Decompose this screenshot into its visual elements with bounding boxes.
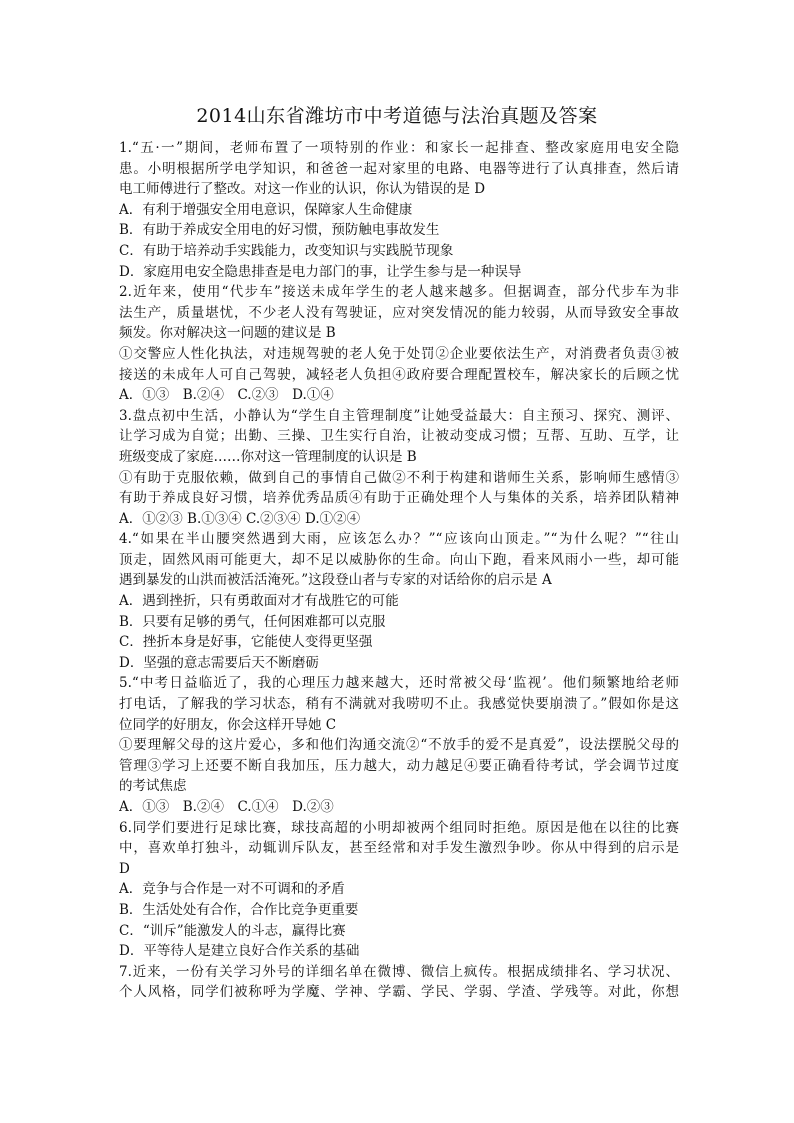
text-line: D．平等待人是建立良好合作关系的基础 (119, 943, 360, 960)
text-line: 中，喜欢单打独斗，动辄训斥队友，甚至经常和对手发生激烈争吵。你从中得到的启示是 (119, 840, 679, 857)
text-line: D．家庭用电安全隐患排查是电力部门的事，让学生参与是一种误导 (119, 263, 522, 280)
text-line: ①交警应人性化执法，对违规驾驶的老人免于处罚②企业要依法生产，对消费者负责③被 (119, 345, 679, 362)
text-line: 有助于养成良好习惯，培养优秀品质④有助于正确处理个人与集体的关系，培养团队精神 (119, 490, 679, 507)
text-line: A．①③ B.②④ C.②③ D.①④ (119, 387, 334, 404)
text-line: A．①③ B.②④ C.①④ D.②③ (119, 799, 334, 815)
text-line: 6.同学们要进行足球比赛，球技高超的小明却被两个组同时拒绝。原因是他在以往的比赛 (119, 819, 679, 836)
text-line: 个人风格，同学们被称呼为学魔、学神、学霸、学民、学弱、学渣、学残等。对此，你想 (119, 984, 679, 1001)
text-line: 3.盘点初中生活，小静认为“学生自主管理制度”让她受益最大：自主预习、探究、测评、 (119, 407, 679, 424)
text-line: A．竞争与合作是一对不可调和的矛盾 (119, 881, 345, 898)
text-line: 2.近年来，使用“代步车”接送未成年学生的老人越来越多。但据调查，部分代步车为非 (119, 284, 679, 301)
text-line: A．有利于增强安全用电意识，保障家人生命健康 (119, 201, 413, 218)
text-line: 7.近来，一份有关学习外号的详细名单在微博、微信上疯传。根据成绩排名、学习状况、 (119, 963, 679, 980)
text-line: D (119, 860, 130, 877)
text-line: C．有助于培养动手实践能力，改变知识与实践脱节现象 (119, 242, 454, 259)
text-line: 法生产，质量堪忧，不少老人没有驾驶证，应对突发情况的能力较弱，从而导致安全事故 (119, 304, 679, 321)
text-line: 位同学的好朋友，你会这样开导她 C (119, 716, 337, 733)
text-line: 5.“中考日益临近了，我的心理压力越来越大，还时常被父母‘监视’。他们频繁地给老师 (119, 675, 679, 692)
document-title: 2014山东省潍坊市中考道德与法治真题及答案 (196, 105, 598, 127)
text-line: 接送的未成年人可自己驾驶，减轻老人负担④政府要合理配置校车，解决家长的后顾之忧 (119, 366, 679, 383)
text-line: 打电话，了解我的学习状态，稍有不满就对我唠叨不止。我感觉快要崩溃了。”假如你是这 (119, 696, 679, 713)
text-line: 班级变成了家庭……你对这一管理制度的认识是 B (119, 448, 417, 465)
text-line: 顶走，固然风雨可能更大，却不足以威胁你的生命。向山下跑，看来风雨小一些，却可能 (119, 551, 679, 568)
document-body (119, 138, 679, 1003)
text-line: 遇到暴发的山洪而被活活淹死。”这段登山者与专家的对话给你的启示是 A (119, 572, 552, 589)
text-line: D．坚强的意志需要后天不断磨砺 (119, 654, 319, 671)
text-line: 患。小明根据所学电学知识，和爸爸一起对家里的电路、电器等进行了认真排查，然后请 (119, 160, 679, 177)
text-line: 让学习成为自觉；出勤、三操、卫生实行自治，让被动变成习惯；互帮、互助、互学，让 (119, 428, 679, 445)
text-line: 的考试焦虑 (119, 778, 187, 795)
text-line: C．“训斥”能激发人的斗志，赢得比赛 (119, 922, 346, 939)
text-line: B．生活处处有合作，合作比竞争更重要 (119, 901, 359, 918)
text-line: 1.“五·一”期间，老师布置了一项特别的作业：和家长一起排查、整改家庭用电安全隐 (119, 140, 679, 156)
text-line: ①有助于克服依赖，做到自己的事情自己做②不利于构建和谐师生关系，影响师生感情③ (119, 469, 679, 486)
text-line: 频发。你对解决这一问题的建议是 B (119, 325, 336, 342)
text-line: B．只要有足够的勇气，任何困难都可以克服 (119, 613, 386, 630)
text-line: C．挫折本身是好事，它能使人变得更坚强 (119, 634, 373, 651)
text-line: B．有助于养成安全用电的好习惯，预防触电事故发生 (119, 222, 440, 239)
text-line: A．①②③ B.①③④ C.②③④ D.①②④ (119, 510, 361, 527)
text-line: A．遇到挫折，只有勇敢面对才有战胜它的可能 (119, 593, 399, 610)
text-line: 4.“如果在半山腰突然遇到大雨，应该怎么办？”“应该向山顶走。”“为什么呢？”“往山 (119, 531, 679, 548)
text-line: 管理③学习上还要不断自我加压，压力越大，动力越足④要正确看待考试，学会调节过度 (119, 757, 679, 774)
text-line: 电工师傅进行了整改。对这一作业的认识，你认为错误的是 D (119, 181, 486, 198)
text-line: ①要理解父母的这片爱心，多和他们沟通交流②“不放手的爱不是真爱”，设法摆脱父母的 (119, 737, 679, 754)
